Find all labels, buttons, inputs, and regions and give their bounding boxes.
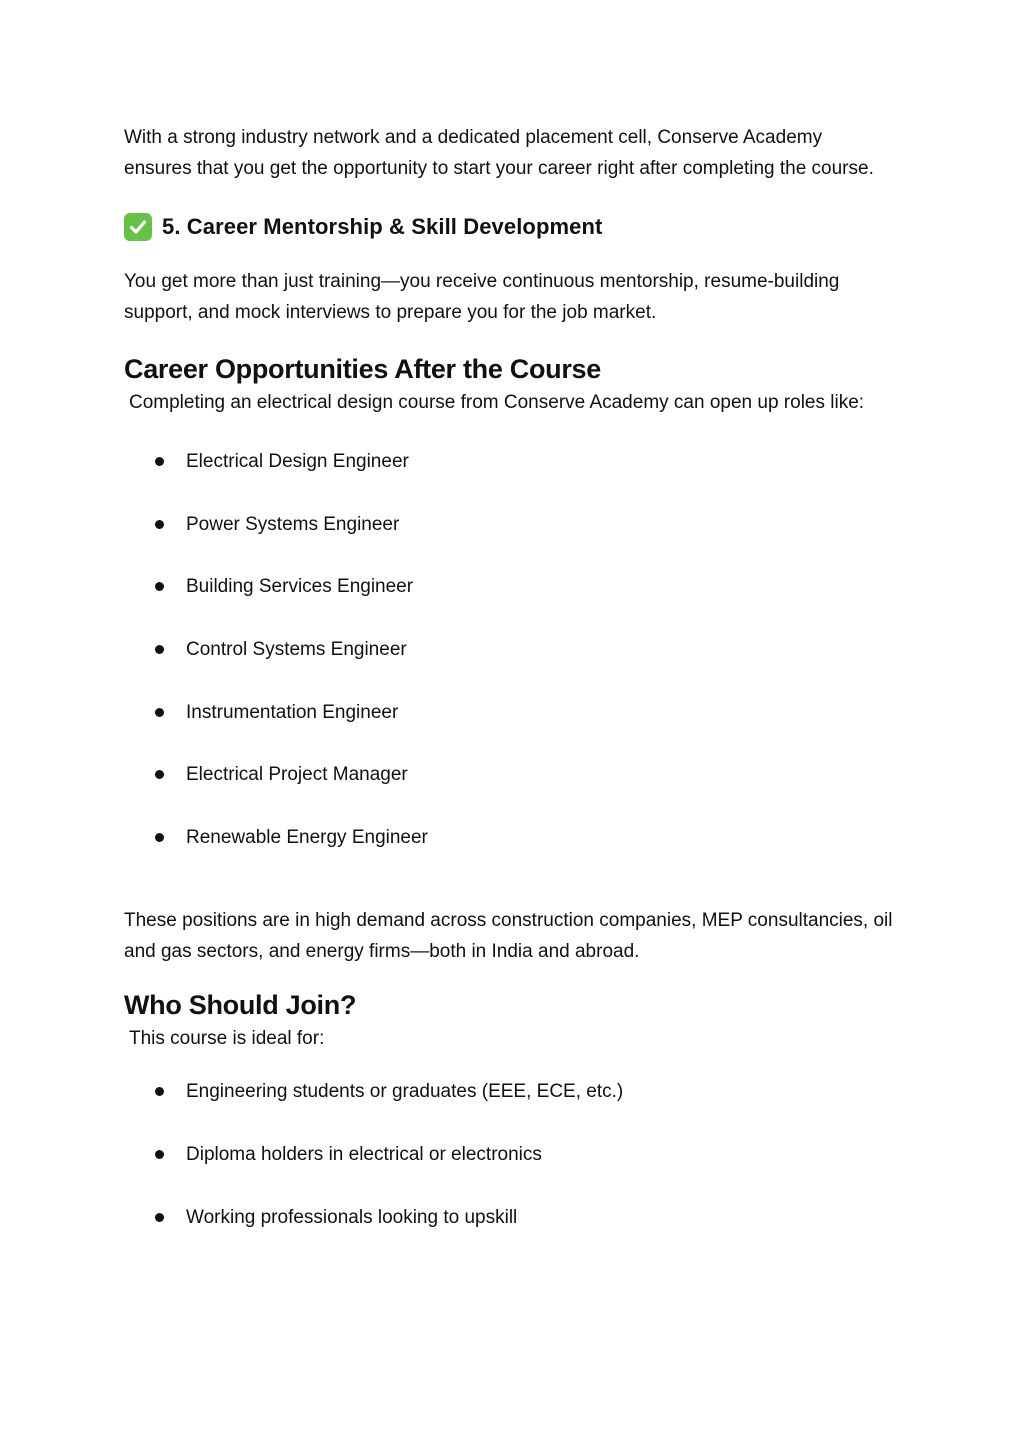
bullet-icon: [155, 708, 164, 717]
list-item: [155, 509, 894, 540]
role-label: Control Systems Engineer: [186, 639, 407, 661]
bullet-icon: [155, 520, 164, 529]
audience-label: Working professionals looking to upskill: [186, 1206, 518, 1228]
mentorship-paragraph: You get more than just training—you receive continuous mentorship, resume-building support, and mock interviews to prepare you for the job market.: [124, 271, 840, 323]
bullet-icon: [155, 1150, 164, 1159]
demand-paragraph: These positions are in high demand across construction companies, MEP consultancies, oil and gas sectors, and energy firms—both in India and abroad.: [124, 910, 893, 963]
who-lead-text: This course is ideal for:: [129, 1028, 325, 1050]
role-label: Building Services Engineer: [186, 576, 414, 598]
role-label: Power Systems Engineer: [186, 513, 400, 535]
section-5-heading: [124, 212, 894, 242]
role-label: Instrumentation Engineer: [186, 701, 399, 723]
bullet-icon: [155, 833, 164, 842]
bullet-icon: [155, 770, 164, 779]
list-item: [155, 571, 894, 602]
audience-label: Diploma holders in electrical or electronics: [186, 1143, 542, 1165]
list-item: [155, 759, 894, 790]
list-item: [155, 1076, 894, 1107]
list-item: [155, 634, 894, 665]
role-label: Renewable Energy Engineer: [186, 827, 428, 849]
list-item: [155, 1139, 894, 1170]
bullet-icon: [155, 1213, 164, 1222]
intro-paragraph: With a strong industry network and a dedicated placement cell, Conserve Academy ensures that you get the opportunity to start your career right after completing the course.: [124, 127, 874, 179]
who-lead-paragraph: [124, 1023, 894, 1054]
career-roles-list: [124, 446, 894, 853]
role-label: Electrical Design Engineer: [186, 451, 409, 472]
audience-list: [124, 1076, 894, 1232]
list-item: [155, 1202, 894, 1233]
career-lead-text: Completing an electrical design course from Conserve Academy can open up roles like:: [129, 392, 865, 413]
bullet-icon: [155, 457, 164, 466]
list-item: [155, 697, 894, 728]
career-lead-paragraph: [124, 387, 894, 418]
bullet-icon: [155, 1087, 164, 1096]
who-should-join-heading: Who Should Join?: [124, 990, 357, 1021]
audience-label: Engineering students or graduates (EEE, ECE, etc.): [186, 1081, 624, 1103]
document-content: [124, 122, 894, 1233]
role-label: Electrical Project Manager: [186, 764, 408, 786]
career-opportunities-heading: Career Opportunities After the Course: [124, 354, 601, 384]
check-mark-icon: [124, 213, 152, 241]
section-5-heading-text: 5. Career Mentorship & Skill Development: [162, 214, 603, 239]
list-item: [155, 822, 894, 853]
bullet-icon: [155, 645, 164, 654]
bullet-icon: [155, 582, 164, 591]
list-item: [155, 446, 894, 477]
